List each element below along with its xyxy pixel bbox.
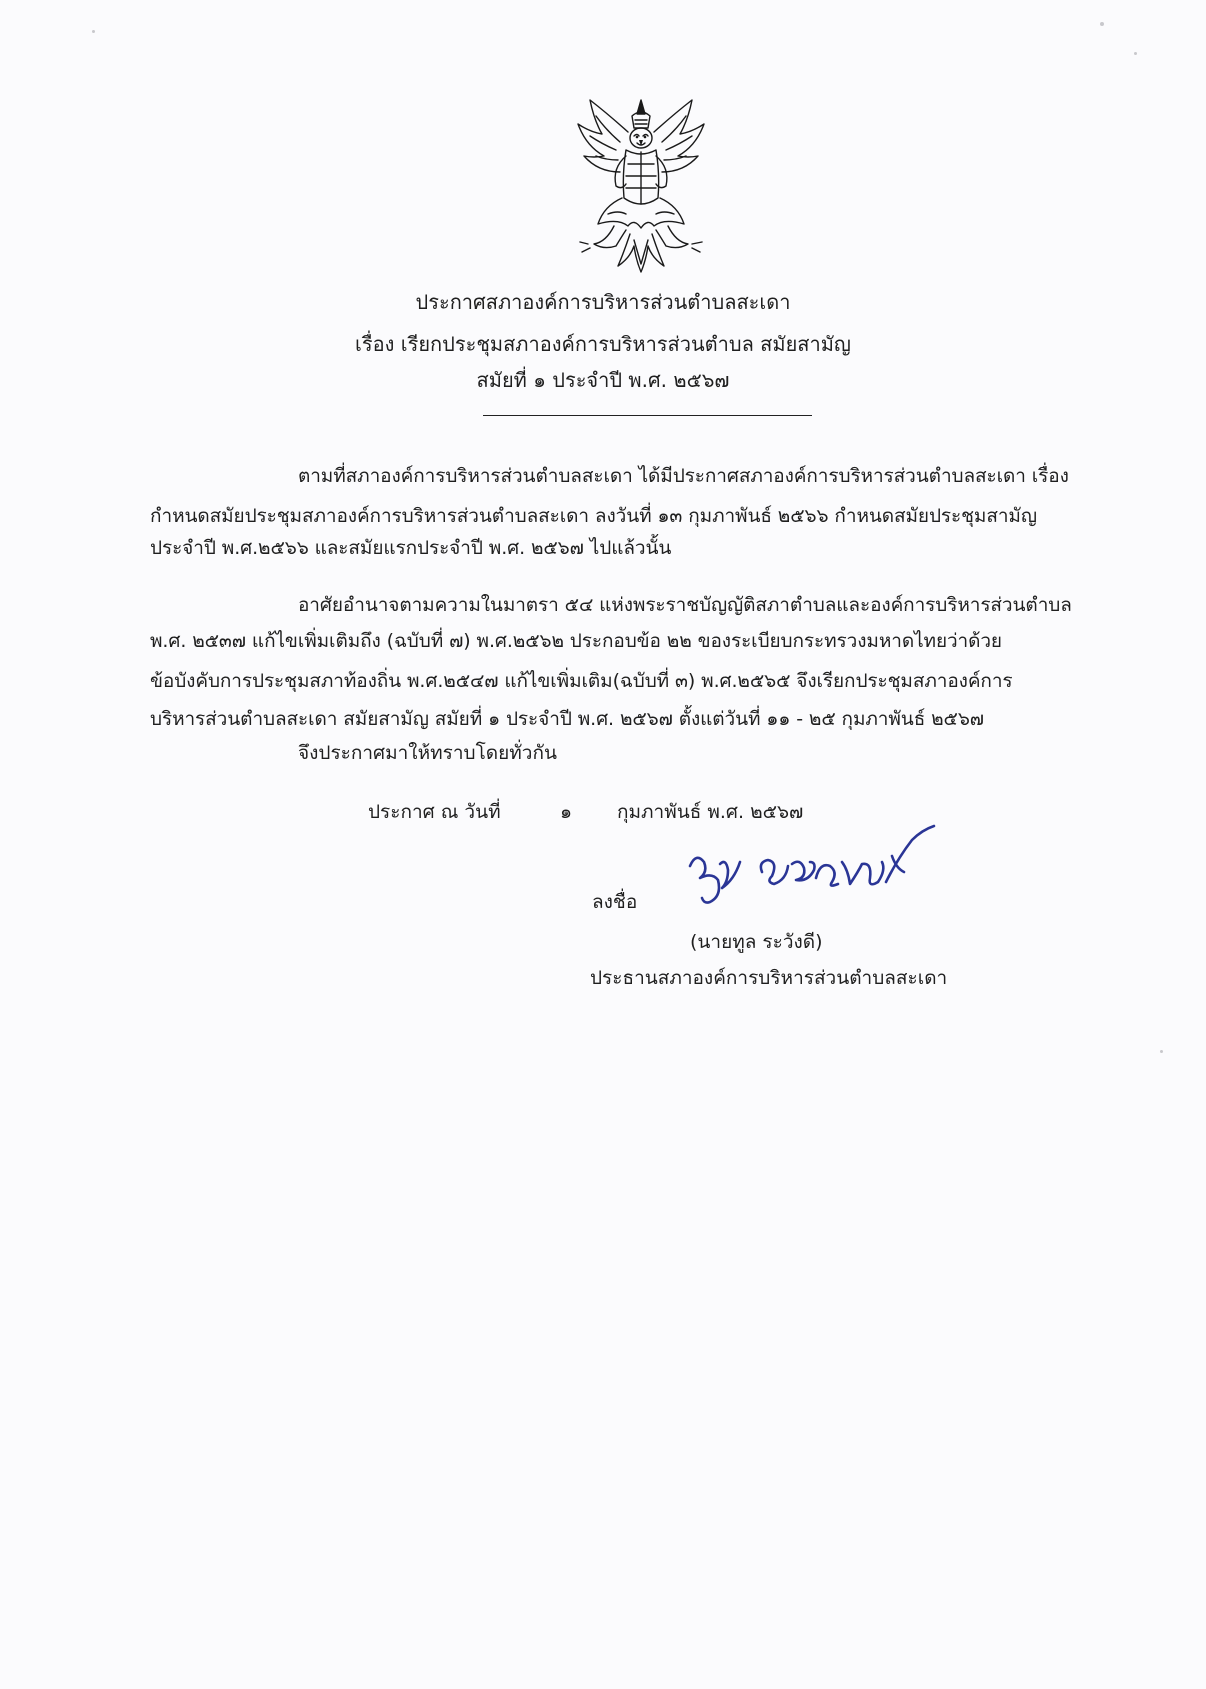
paragraph-2-line-3: ข้อบังคับการประชุมสภาท้องถิ่น พ.ศ.๒๕๔๗ แก้ไขเพิ่มเติม(ฉบับที่ ๓) พ.ศ.๒๕๖๕ จึงเรียกประชุมสภาองค์การ xyxy=(150,670,1013,692)
paragraph-1-line-1: ตามที่สภาองค์การบริหารส่วนตำบลสะเดา ได้มีประกาศสภาองค์การบริหารส่วนตำบลสะเดา เรื่อง xyxy=(298,465,1069,487)
closing-statement: จึงประกาศมาให้ทราบโดยทั่วกัน xyxy=(298,742,557,764)
paragraph-1-line-2: กำหนดสมัยประชุมสภาองค์การบริหารส่วนตำบลสะเดา ลงวันที่ ๑๓ กุมภาพันธ์ ๒๕๖๖ กำหนดสมัยประชุมสามัญ xyxy=(150,505,1037,527)
announce-month-year: กุมภาพันธ์ พ.ศ. ๒๕๖๗ xyxy=(617,801,804,823)
header-divider xyxy=(483,415,812,416)
paragraph-2-line-4: บริหารส่วนตำบลสะเดา สมัยสามัญ สมัยที่ ๑ ประจำปี พ.ศ. ๒๕๖๗ ตั้งแต่วันที่ ๑๑ - ๒๕ กุมภาพันธ์ ๒๕๖๗ xyxy=(150,708,984,730)
document-session: สมัยที่ ๑ ประจำปี พ.ศ. ๒๕๖๗ xyxy=(476,368,730,392)
sign-label: ลงชื่อ xyxy=(592,891,638,913)
announce-prefix: ประกาศ ณ วันที่ xyxy=(368,801,501,823)
paper-speck xyxy=(92,30,95,33)
document-subject: เรื่อง เรียกประชุมสภาองค์การบริหารส่วนตำบล สมัยสามัญ xyxy=(355,332,851,356)
paper-speck xyxy=(1100,22,1104,26)
paper-speck xyxy=(1134,52,1137,55)
document-title: ประกาศสภาองค์การบริหารส่วนตำบลสะเดา xyxy=(415,290,791,314)
signatory-position: ประธานสภาองค์การบริหารส่วนตำบลสะเดา xyxy=(590,967,948,989)
handwritten-signature xyxy=(682,822,942,917)
paragraph-2-line-1: อาศัยอำนาจตามความในมาตรา ๕๔ แห่งพระราชบัญญัติสภาตำบลและองค์การบริหารส่วนตำบล xyxy=(298,594,1072,616)
paper-speck xyxy=(1160,1050,1163,1053)
paragraph-2-line-2: พ.ศ. ๒๕๓๗ แก้ไขเพิ่มเติมถึง (ฉบับที่ ๗) พ.ศ.๒๕๖๒ ประกอบข้อ ๒๒ ของระเบียบกระทรวงมหาดไทยว่าด้วย xyxy=(150,630,1002,652)
signatory-name: (นายทูล ระวังดี) xyxy=(690,931,823,953)
paragraph-1-line-3: ประจำปี พ.ศ.๒๕๖๖ และสมัยแรกประจำปี พ.ศ. ๒๕๖๗ ไปแล้วนั้น xyxy=(150,537,672,559)
garuda-emblem-icon xyxy=(568,94,714,276)
announce-day: ๑ xyxy=(560,801,573,823)
